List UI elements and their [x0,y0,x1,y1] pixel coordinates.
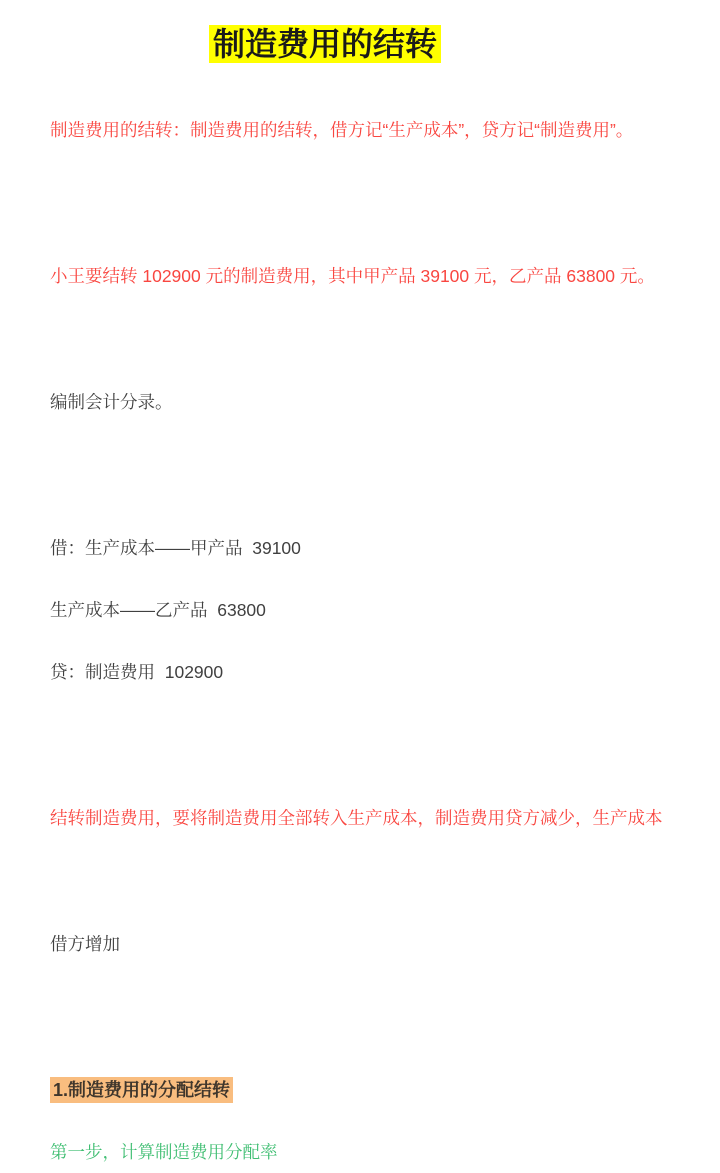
title-highlight-text: 制造费用的结转 [209,25,441,63]
section-heading-highlight-text: 1.制造费用的分配结转 [50,1077,233,1103]
section-heading [50,1069,670,1111]
step-heading: 第一步，计算制造费用分配率 [50,1142,278,1162]
journal-entry-debit-product-b: 生产成本——乙产品 63800 [50,600,266,620]
explanation-continuation-line: 借方增加 [50,934,120,954]
problem-paragraph [50,171,670,507]
page-title [50,24,600,64]
instruction-line: 编制会计分录。 [50,392,173,412]
explanation-paragraph [50,713,670,1049]
explanation-line: 结转制造费用，要将制造费用全部转入生产成本，制造费用贷方减少，生产成本 [50,808,663,828]
definition-paragraph: 制造费用的结转：制造费用的结转，借方记“生产成本”，贷方记“制造费用”。 [50,120,634,140]
journal-entry-debit-product-a: 借：生产成本——甲产品 39100 [50,538,301,558]
journal-entry-credit: 贷：制造费用 102900 [50,662,224,682]
problem-statement-line: 小王要结转 102900 元的制造费用，其中甲产品 39100 元，乙产品 63800 元。 [50,266,655,286]
